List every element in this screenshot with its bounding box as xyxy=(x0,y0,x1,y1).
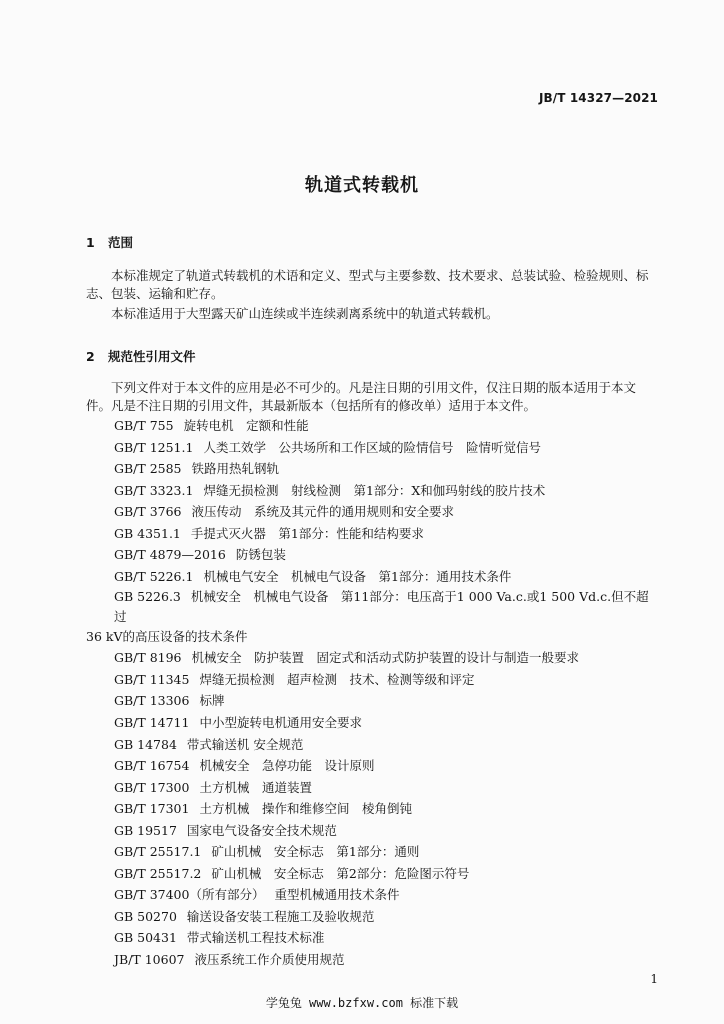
reference-code: GB/T 25517.2 xyxy=(114,865,202,881)
section-title: 范围 xyxy=(108,235,134,250)
reference-title: 国家电气设备安全技术规范 xyxy=(186,822,337,838)
reference-code: GB/T 4879—2016 xyxy=(114,547,226,563)
reference-title: 液压系统工作介质使用规范 xyxy=(194,952,345,968)
reference-title: 液压传动 系统及其元件的通用规则和安全要求 xyxy=(191,504,455,520)
section-number: 2 xyxy=(86,349,95,364)
reference-item xyxy=(86,820,658,842)
scope-paragraph: 本标准适用于大型露天矿山连续或半连续剥离系统中的轨道式转载机。 xyxy=(111,306,499,321)
reference-code: GB/T 5226.1 xyxy=(114,568,194,584)
reference-title: 机械安全 机械电气设备 第11部分：电压高于1 000 Va.c.或1 500 Vd.c.但不超过 xyxy=(114,589,649,625)
reference-code: GB/T 16754 xyxy=(114,758,190,774)
reference-item xyxy=(86,906,658,928)
reference-title: 矿山机械 安全标志 第2部分：危险图示符号 xyxy=(211,865,470,881)
reference-item xyxy=(86,884,658,906)
reference-title: 中小型旋转电机通用安全要求 xyxy=(199,715,362,731)
document-title: 轨道式转载机 xyxy=(305,175,419,196)
reference-title-continuation: 36 kV的高压设备的技术条件 xyxy=(86,629,248,645)
reference-item xyxy=(86,647,658,669)
reference-item xyxy=(86,949,658,971)
reference-item xyxy=(86,587,658,647)
reference-title: 重型机械通用技术条件 xyxy=(274,887,400,903)
reference-item xyxy=(86,437,658,459)
reference-item xyxy=(86,566,658,588)
reference-title: 机械安全 防护装置 固定式和活动式防护装置的设计与制造一般要求 xyxy=(191,650,580,666)
reference-item xyxy=(86,927,658,949)
reference-item xyxy=(86,523,658,545)
reference-title: 矿山机械 安全标志 第1部分：通则 xyxy=(211,844,420,860)
reference-code: GB/T 3323.1 xyxy=(114,482,194,498)
reference-title: 焊缝无损检测 超声检测 技术、检测等级和评定 xyxy=(199,671,475,687)
reference-code: GB/T 13306 xyxy=(114,693,190,709)
reference-code: GB/T 1251.1 xyxy=(114,439,194,455)
reference-title: 机械安全 急停功能 设计原则 xyxy=(199,758,375,774)
reference-code: GB/T 14711 xyxy=(114,715,190,731)
reference-code: GB/T 755 xyxy=(114,418,174,433)
reference-code: GB/T 25517.1 xyxy=(114,844,202,860)
reference-code: GB/T 17301 xyxy=(114,801,190,817)
reference-title: 输送设备安装工程施工及验收规范 xyxy=(186,908,375,924)
document-id: JB/T 14327—2021 xyxy=(538,91,658,105)
section-number: 1 xyxy=(86,235,95,250)
reference-code: GB 4351.1 xyxy=(114,525,181,541)
reference-code: GB/T 37400（所有部分） xyxy=(114,887,265,903)
reference-title: 人类工效学 公共场所和工作区域的险情信号 险情听觉信号 xyxy=(203,439,541,455)
reference-item xyxy=(86,777,658,799)
reference-item xyxy=(86,669,658,691)
reference-title: 铁路用热轧钢轨 xyxy=(191,461,280,477)
reference-title: 焊缝无损检测 射线检测 第1部分：X和伽玛射线的胶片技术 xyxy=(203,482,546,498)
reference-item xyxy=(86,734,658,756)
reference-list xyxy=(86,415,658,971)
reference-code: GB 5226.3 xyxy=(114,589,181,605)
section-title: 规范性引用文件 xyxy=(108,349,196,364)
watermark-footer: 学兔兔 www.bzfxw.com 标准下载 xyxy=(265,996,459,1010)
reference-code: GB/T 3766 xyxy=(114,504,182,520)
reference-code: GB/T 2585 xyxy=(114,461,182,477)
reference-item xyxy=(86,798,658,820)
reference-item xyxy=(86,841,658,863)
reference-title: 标牌 xyxy=(199,693,225,709)
references-intro: 下列文件对于本文件的应用是必不可少的。凡是注日期的引用文件，仅注日期的版本适用于本文件。凡是不注日期的引用文件，其最新版本（包括所有的修改单）适用于本文件。 xyxy=(86,380,637,413)
reference-item xyxy=(86,501,658,523)
reference-code: JB/T 10607 xyxy=(114,952,185,968)
reference-title: 机械电气安全 机械电气设备 第1部分：通用技术条件 xyxy=(203,568,512,584)
reference-code: GB 14784 xyxy=(114,736,177,752)
reference-title: 土方机械 操作和维修空间 棱角倒钝 xyxy=(199,801,412,817)
reference-item xyxy=(86,458,658,480)
reference-title: 带式输送机 安全规范 xyxy=(186,736,304,752)
page-number: 1 xyxy=(650,972,658,986)
reference-code: GB/T 11345 xyxy=(114,671,190,687)
scope-paragraph: 本标准规定了轨道式转载机的术语和定义、型式与主要参数、技术要求、总装试验、检验规则、标志、包装、运输和贮存。 xyxy=(86,268,649,301)
reference-code: GB/T 17300 xyxy=(114,779,190,795)
reference-title: 旋转电机 定额和性能 xyxy=(183,418,309,433)
reference-code: GB 19517 xyxy=(114,822,177,838)
reference-item xyxy=(86,755,658,777)
reference-title: 带式输送机工程技术标准 xyxy=(186,930,325,946)
reference-item xyxy=(86,544,658,566)
reference-item xyxy=(86,712,658,734)
reference-title: 手提式灭火器 第1部分：性能和结构要求 xyxy=(190,525,424,541)
reference-item xyxy=(86,415,658,437)
reference-item xyxy=(86,863,658,885)
reference-title: 防锈包装 xyxy=(235,547,286,563)
reference-item xyxy=(86,480,658,502)
reference-code: GB 50431 xyxy=(114,930,177,946)
reference-code: GB 50270 xyxy=(114,908,177,924)
reference-code: GB/T 8196 xyxy=(114,650,182,666)
section-heading-scope xyxy=(86,233,133,251)
reference-item xyxy=(86,690,658,712)
section-heading-references xyxy=(86,347,196,365)
reference-title: 土方机械 通道装置 xyxy=(199,779,312,795)
